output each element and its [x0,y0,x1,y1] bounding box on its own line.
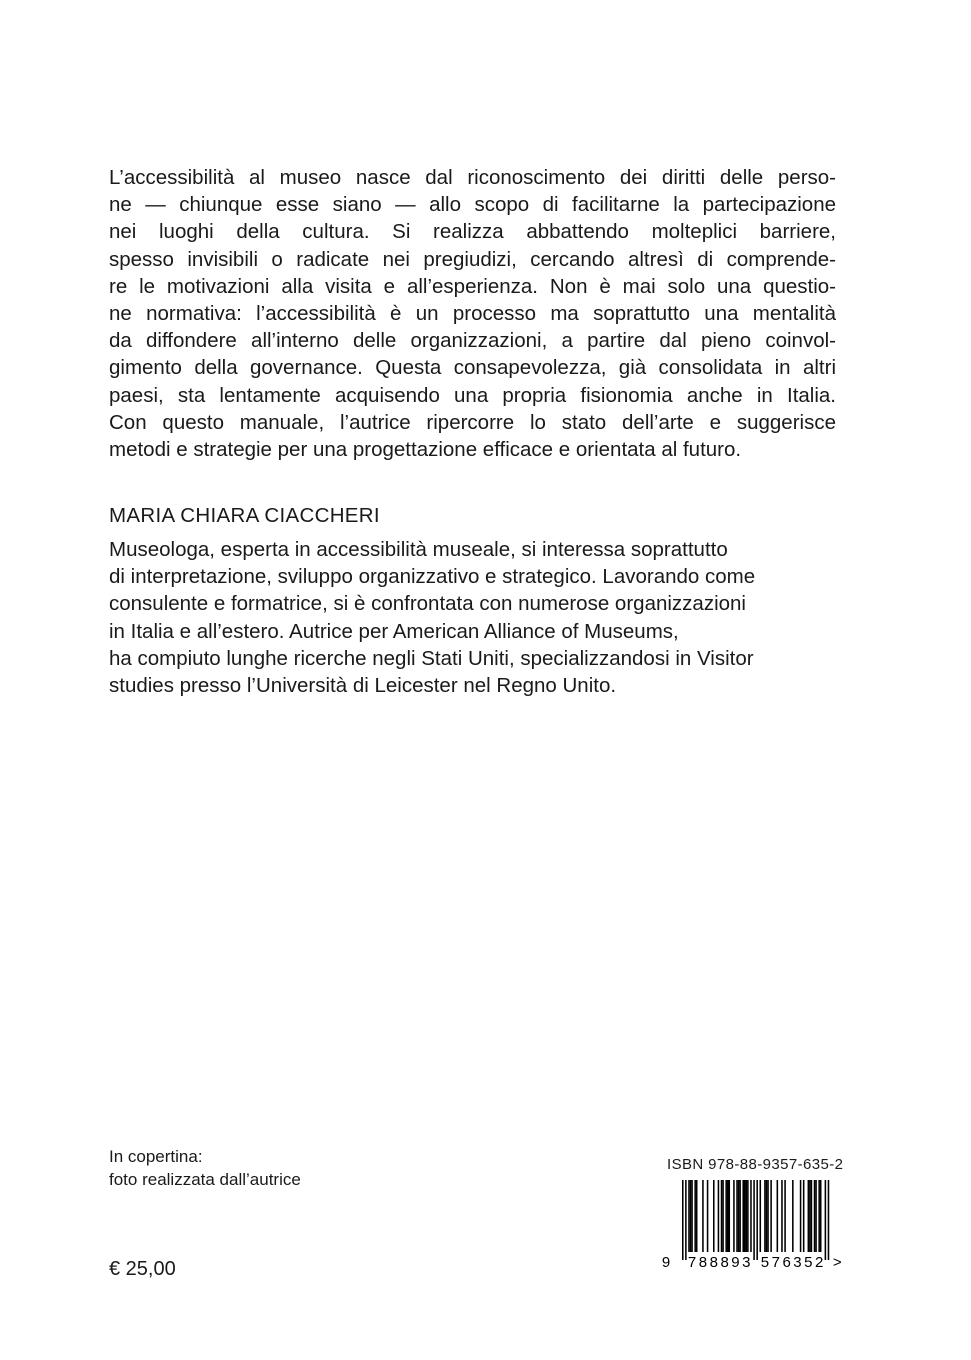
barcode-bar [713,1180,715,1252]
barcode-bar [702,1180,704,1252]
barcode-digit: 5 [760,1254,770,1270]
blurb-line: nei luoghi della cultura. Si realizza abbattendo molteplici barriere, [109,220,836,244]
barcode-digit: 8 [709,1254,718,1270]
barcode-bar [742,1180,744,1252]
barcode-bar [747,1180,749,1252]
barcode-bar [760,1180,762,1252]
barcode-bar [725,1180,727,1252]
barcode-bar [688,1180,690,1252]
barcode-bar [753,1180,755,1260]
price: € 25,00 [109,1258,176,1280]
bio-line: studies presso l’Università di Leicester nel Regno Unito. [109,673,617,697]
barcode-bar [825,1180,827,1260]
blurb-line: gimento della governance. Questa consapevolezza, già consolidata in altri [109,356,836,380]
bio-line: consulente e formatrice, si è confrontata con numerose organizzazioni [109,592,746,616]
barcode-bar [721,1180,723,1252]
barcode-bar [818,1180,820,1252]
bio-line: di interpretazione, sviluppo organizzativo e strategico. Lavorando come [109,565,756,589]
barcode-bar [820,1180,822,1252]
barcode-bar [744,1180,746,1252]
blurb-text [109,164,836,463]
barcode-bar [811,1180,813,1252]
barcode-digit: 9 [661,1254,671,1270]
barcode-bar [690,1180,692,1252]
barcode-bar [733,1180,735,1252]
barcode-bar [707,1180,709,1252]
blurb-line: paesi, sta lentamente acquisendo una propria fisionomia anche in Italia. [109,383,836,407]
cover-credit [109,1145,301,1191]
barcode-bar [738,1180,740,1252]
blurb-line: ne normativa: l’accessibilità è un processo ma soprattutto una mentalità [109,301,836,325]
blurb-line: ne — chiunque esse siano — allo scopo di facilitarne la partecipazione [109,193,836,217]
barcode-bar [777,1180,779,1252]
barcode-digit: 8 [720,1254,729,1270]
cover-credit-label: In copertina: [109,1147,203,1166]
blurb-line: da diffondere all’interno delle organizzazioni, a partire dal pieno coinvol- [109,329,836,353]
barcode-digit: 7 [771,1254,780,1270]
barcode-graphic [660,1178,850,1270]
barcode-bar [808,1180,810,1252]
barcode-bar [736,1180,738,1252]
barcode-bar [764,1180,766,1252]
barcode-bar [722,1180,724,1252]
author-bio [109,536,849,699]
barcode-bar [781,1180,783,1252]
bio-line: ha compiuto lunghe ricerche negli Stati Uniti, specializzandosi in Visitor [109,646,754,670]
barcode-bar [727,1180,729,1252]
barcode-bar [770,1180,772,1252]
barcode-bar [691,1180,693,1252]
author-name: MARIA CHIARA CIACCHERI [109,504,380,527]
barcode-quiet-zone-mark: > [832,1254,842,1270]
barcode-bar [809,1180,811,1252]
barcode-bar [815,1180,817,1252]
barcode-bar [685,1180,687,1260]
barcode-bar [750,1180,752,1252]
barcode-bar [766,1180,768,1252]
blurb-line: spesso invisibili o radicate nei pregiudizi, cercando altresì di comprende- [109,247,836,271]
barcode-digit: 3 [742,1254,751,1270]
blurb-line: metodi e strategie per una progettazione efficace e orientata al futuro. [109,437,742,461]
barcode-bar [682,1180,684,1260]
barcode-bar [718,1180,720,1252]
barcode-bar [739,1180,741,1252]
barcode-bar [800,1180,802,1252]
barcode-bar [696,1180,698,1252]
barcode-bar [694,1180,696,1252]
barcode-bar [756,1180,758,1260]
barcode-digit: 7 [687,1254,697,1270]
barcode-bar [803,1180,805,1252]
barcode-bar [746,1180,748,1252]
barcode-digit: 9 [731,1254,740,1270]
barcode-digit: 6 [782,1254,791,1270]
bio-line: in Italia e all’estero. Autrice per American Alliance of Museums, [109,619,679,643]
barcode-digit: 3 [793,1254,802,1270]
barcode-bar [784,1180,786,1252]
bio-line: Museologa, esperta in accessibilità museale, si interessa soprattutto [109,538,728,561]
barcode-bar [828,1180,830,1260]
barcode-bar [767,1180,769,1252]
blurb-line: L’accessibilità al museo nasce dal riconoscimento dei diritti delle perso- [109,166,836,189]
isbn-barcode [660,1178,850,1270]
barcode-bar [814,1180,816,1252]
cover-credit-text: foto realizzata dall’autrice [109,1170,301,1189]
barcode-bar [729,1180,731,1252]
barcode-bar [792,1180,794,1252]
barcode-digit: 2 [815,1254,824,1270]
blurb-line: re le motivazioni alla visita e all’esperienza. Non è mai solo una questio- [109,274,836,298]
barcode-digit: 5 [804,1254,813,1270]
barcode-digit: 8 [698,1254,708,1270]
isbn-label: ISBN 978-88-9357-635-2 [667,1156,844,1173]
blurb-line: Con questo manuale, l’autrice ripercorre lo stato dell’arte e suggerisce [109,410,836,434]
